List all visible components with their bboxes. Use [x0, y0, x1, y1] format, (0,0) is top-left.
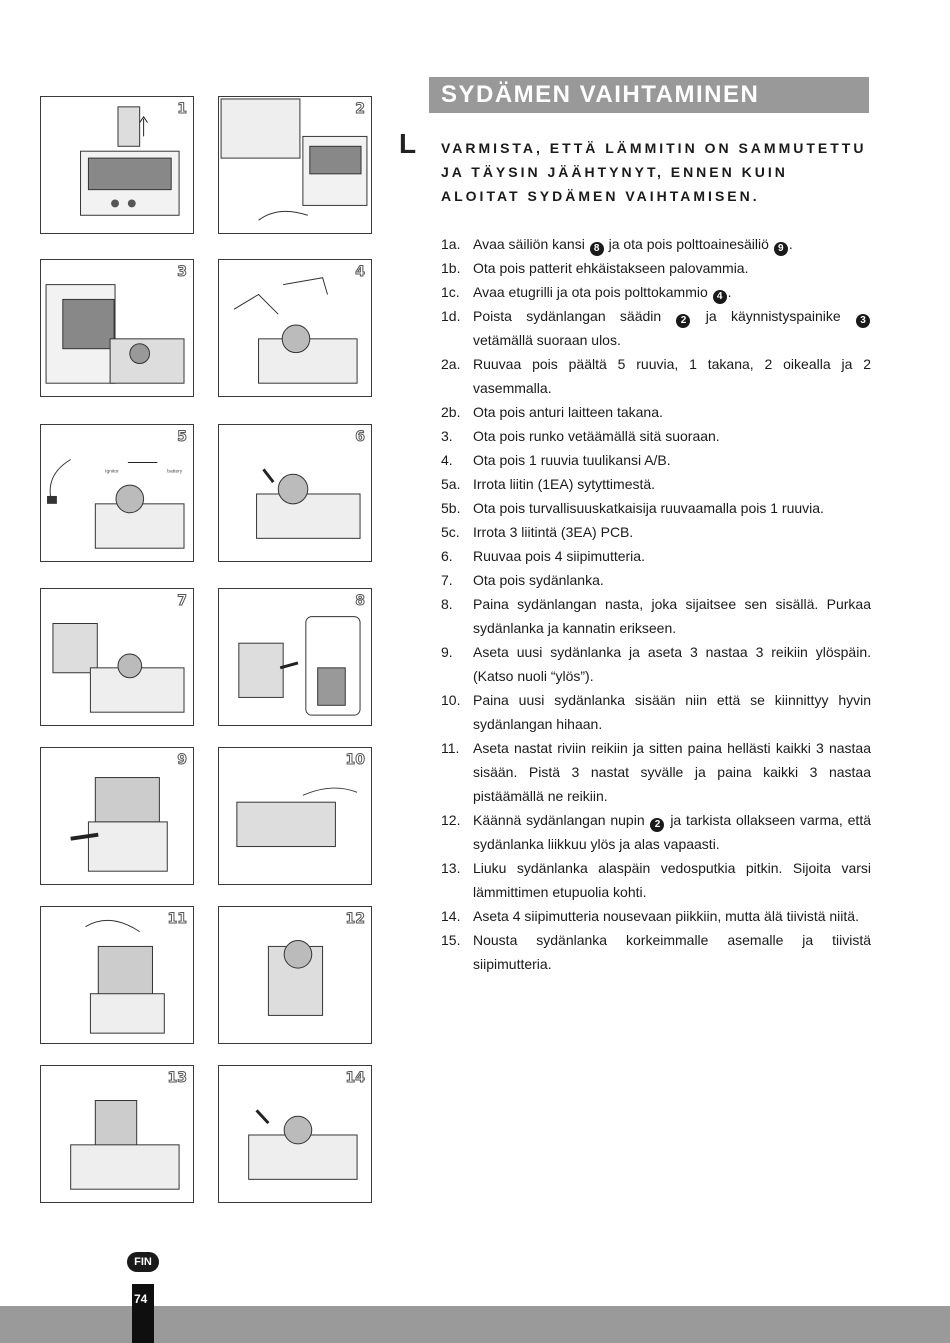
instruction-step: 1b. Ota pois patterit ehkäistakseen palovammia.	[441, 256, 871, 280]
instruction-step: 2a. Ruuvaa pois päältä 5 ruuvia, 1 takana, 2 oikealla ja 2 vasemmalla.	[441, 352, 871, 400]
figure-number: 14	[345, 1070, 365, 1086]
step-number: 15.	[441, 932, 461, 948]
battery-removal-illustration	[219, 97, 371, 233]
figure-14	[218, 1065, 372, 1203]
figure-number: 10	[345, 752, 365, 768]
step-number: 1a.	[441, 236, 461, 252]
figure-number: 1	[177, 101, 187, 117]
instruction-step: 2b. Ota pois anturi laitteen takana.	[441, 400, 871, 424]
instruction-list	[441, 232, 871, 976]
figure-number: 12	[345, 911, 365, 927]
instruction-step: 7. Ota pois sydänlanka.	[441, 568, 871, 592]
instruction-step: 14. Aseta 4 siipimutteria nousevaan piikkiin, mutta älä tiivistä niitä.	[441, 904, 871, 928]
instruction-step: 3. Ota pois runko vetäämällä sitä suoraan.	[441, 424, 871, 448]
figure-number: 3	[177, 264, 187, 280]
instruction-step: 5b. Ota pois turvallisuuskatkaisija ruuvaamalla pois 1 ruuvia.	[441, 496, 871, 520]
part-reference-badge: 2	[676, 314, 690, 328]
step-number: 4.	[441, 452, 453, 468]
pin-alignment-illustration	[41, 907, 193, 1043]
step-number: 2a.	[441, 356, 461, 372]
page-number-box	[132, 1284, 154, 1343]
figure-3	[40, 259, 194, 397]
new-wick-insertion-illustration	[41, 748, 193, 884]
wick-pin-press-illustration	[219, 589, 371, 725]
wick-sleeve-illustration	[219, 748, 371, 884]
instruction-step: 13. Liuku sydänlanka alaspäin vedosputkia pitkin. Sijoita varsi lämmittimen etupuolia kohti.	[441, 856, 871, 904]
step-number: 5c.	[441, 524, 460, 540]
step-number: 7.	[441, 572, 453, 588]
instruction-step: 5a. Irrota liitin (1EA) sytyttimestä.	[441, 472, 871, 496]
figure-10	[218, 747, 372, 885]
instruction-step: 4. Ota pois 1 ruuvia tuulikansi A/B.	[441, 448, 871, 472]
figure-number: 5	[177, 429, 187, 445]
figure-2	[218, 96, 372, 234]
step-number: 12.	[441, 812, 461, 828]
step-number: 5b.	[441, 500, 461, 516]
figure-11	[40, 906, 194, 1044]
step-number: 3.	[441, 428, 453, 444]
instruction-step: 1a. Avaa säiliön kansi 8 ja ota pois polttoainesäiliö 9 .	[441, 232, 871, 256]
instruction-step: 10. Paina uusi sydänlanka sisään niin että se kiinnittyy hyvin sydänlangan hihaan.	[441, 688, 871, 736]
step-number: 11.	[441, 740, 460, 756]
step-number: 14.	[441, 908, 461, 924]
instruction-step: 9. Aseta uusi sydänlanka ja aseta 3 nastaa 3 reikiin ylöspäin. (Katso nuoli “ylös”).	[441, 640, 871, 688]
part-reference-badge: 4	[713, 290, 727, 304]
figure-8	[218, 588, 372, 726]
part-reference-badge: 9	[774, 242, 788, 256]
page-title: SYDÄMEN VAIHTAMINEN	[441, 81, 760, 108]
wick-knob-check-illustration	[219, 907, 371, 1043]
step-number: 1b.	[441, 260, 461, 276]
heater-tank-removal-illustration	[41, 97, 193, 233]
figure-7	[40, 588, 194, 726]
figure-6	[218, 424, 372, 562]
part-reference-badge: 3	[856, 314, 870, 328]
part-reference-badge: 8	[590, 242, 604, 256]
part-reference-badge: 2	[650, 818, 664, 832]
instruction-step: 12. Käännä sydänlangan nupin 2 ja tarkista ollakseen varma, että sydänlanka liikkuu ylös ja alas vapaasti.	[441, 808, 871, 856]
figure-number: 2	[355, 101, 365, 117]
figure-5	[40, 424, 194, 562]
step-number: 13.	[441, 860, 461, 876]
step-number: 2b.	[441, 404, 461, 420]
section-letter: L	[399, 128, 417, 159]
battery-label: battery	[167, 469, 183, 475]
instruction-step: 6. Ruuvaa pois 4 siipimutteria.	[441, 544, 871, 568]
instruction-step: 1d. Poista sydänlangan säädin 2 ja käynnistyspainike 3 vetämällä suoraan ulos.	[441, 304, 871, 352]
figure-4	[218, 259, 372, 397]
figure-12	[218, 906, 372, 1044]
instruction-step: 8. Paina sydänlangan nasta, joka sijaitsee sen sisällä. Purkaa sydänlanka ja kannatin erikseen.	[441, 592, 871, 640]
figure-9	[40, 747, 194, 885]
wick-adjuster-removal-illustration	[219, 260, 371, 396]
figure-number: 9	[177, 752, 187, 768]
figure-number: 6	[355, 429, 365, 445]
step-number: 8.	[441, 596, 453, 612]
page-number: 74	[134, 1292, 148, 1306]
figure-number: 8	[355, 593, 365, 609]
step-number: 5a.	[441, 476, 461, 492]
wick-slide-down-illustration	[41, 1066, 193, 1202]
instruction-step: 5c. Irrota 3 liitintä (3EA) PCB.	[441, 520, 871, 544]
instruction-step: 15. Nousta sydänlanka korkeimmalle asemalle ja tiivistä siipimutteria.	[441, 928, 871, 976]
instruction-step: 11. Aseta nastat riviin reikiin ja sitten paina hellästi kaikki 3 nastaa sisään. Pistä 3 nastat syvälle ja paina kaikki 3 nastaa pistäämällä ne reikiin.	[441, 736, 871, 808]
igniter-connector-illustration	[41, 425, 193, 561]
figure-1	[40, 96, 194, 234]
safety-warning: VARMISTA, ETTÄ LÄMMITIN ON SAMMUTETTU JA TÄYSIN JÄÄHTYNYT, ENNEN KUIN ALOITAT SYDÄMEN VAIHTAMISEN.	[441, 140, 867, 204]
wing-nut-install-illustration	[219, 1066, 371, 1202]
language-badge: FIN	[127, 1252, 159, 1272]
wick-removal-illustration	[41, 589, 193, 725]
igniter-label: Ignitor	[105, 469, 119, 475]
step-number: 6.	[441, 548, 453, 564]
step-number: 1d.	[441, 308, 461, 324]
figure-number: 7	[177, 593, 187, 609]
step-number: 1c.	[441, 284, 460, 300]
instruction-step: 1c. Avaa etugrilli ja ota pois polttokammio 4 .	[441, 280, 871, 304]
figure-number: 11	[167, 911, 187, 927]
figure-13	[40, 1065, 194, 1203]
figure-number: 4	[355, 264, 365, 280]
wing-nut-removal-illustration	[219, 425, 371, 561]
step-number: 9.	[441, 644, 453, 660]
front-grill-removal-illustration	[41, 260, 193, 396]
section-title-bar	[429, 77, 869, 113]
figure-number: 13	[167, 1070, 187, 1086]
step-number: 10.	[441, 692, 461, 708]
